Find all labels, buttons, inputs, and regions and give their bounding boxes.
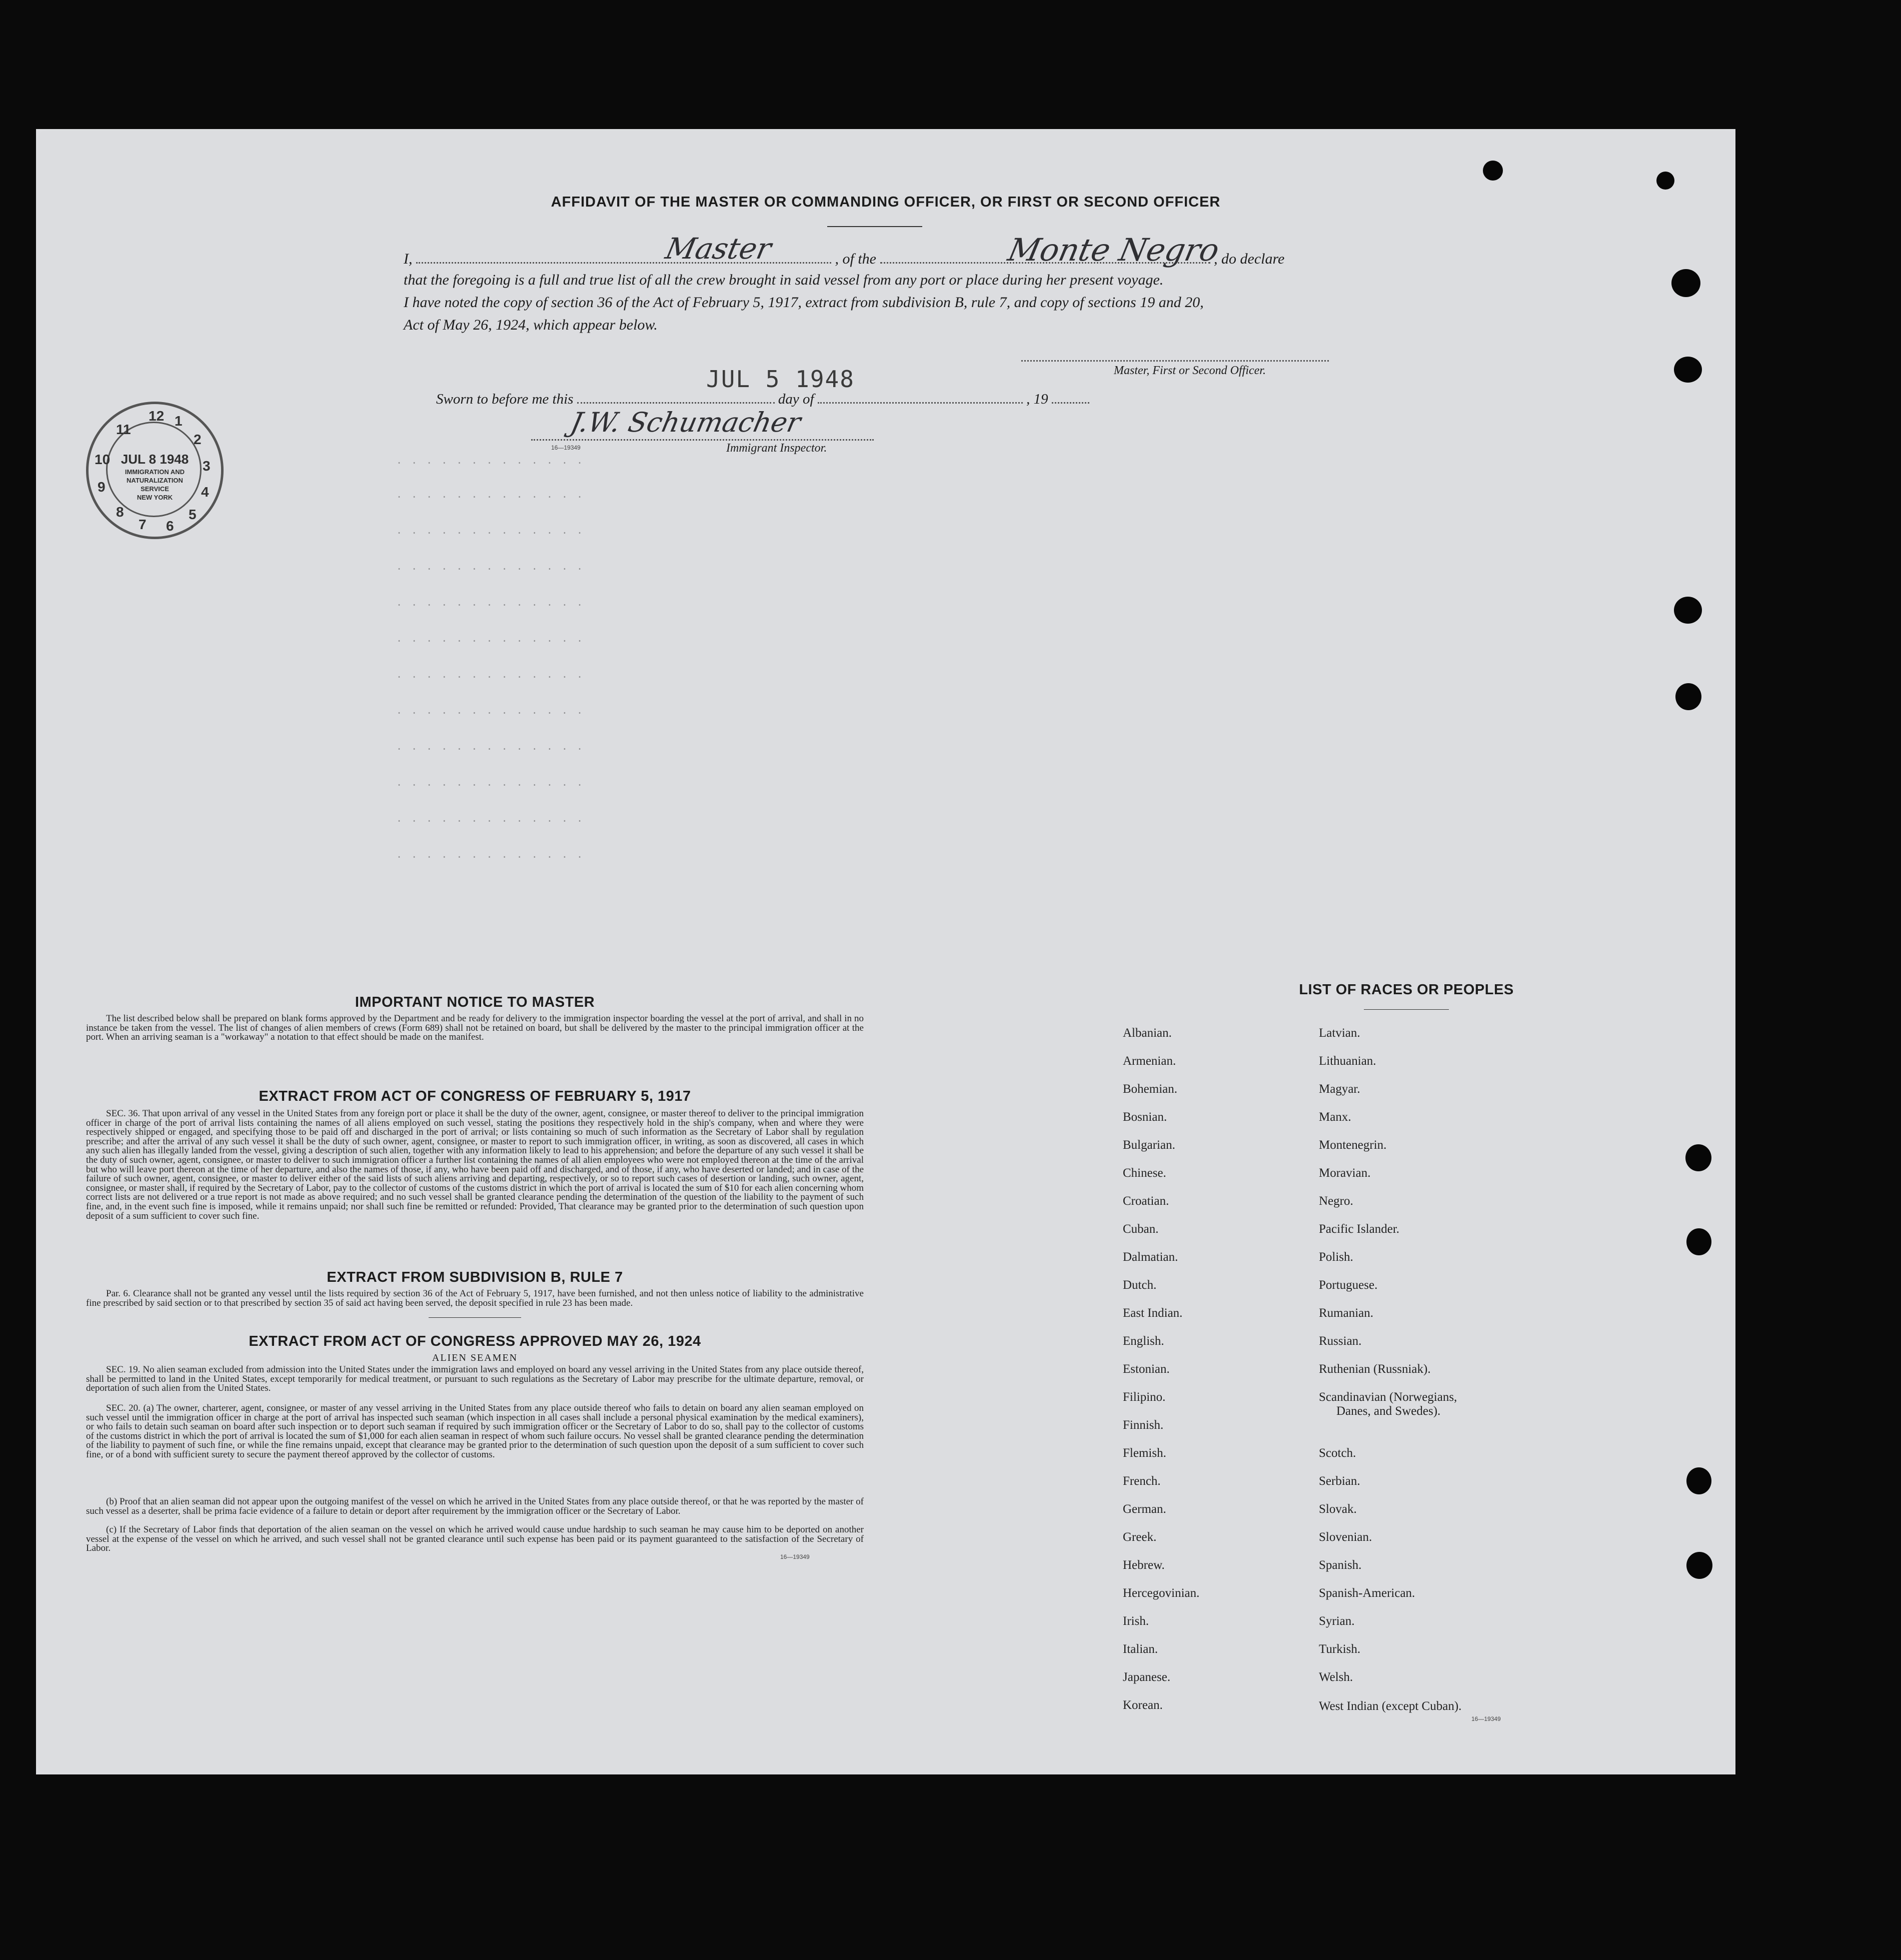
race-item: Croatian. bbox=[1123, 1194, 1169, 1208]
race-item: English. bbox=[1123, 1334, 1164, 1348]
seal-text: IMMIGRATION AND bbox=[125, 468, 185, 476]
race-item: Cuban. bbox=[1123, 1222, 1159, 1236]
seal-ring-number: 3 bbox=[203, 458, 211, 474]
sworn-year: , 19 bbox=[1026, 391, 1048, 407]
extract-1917-text: SEC. 36. That upon arrival of any vessel in the United States from any foreign port or place it shall be the duty of the owner, agent, consignee, or master thereof to deliver to the principal immigration officer in charge of the port of arrival lists containing the names of all aliens employed on such vessel, stating the positions they respectively hold in the ship's company, when and where they were respectively shipped or engaged, and specifying those to be paid off and discharged in the port of arrival; or lists containing so much of such information as the Secretary of Labor shall by regulation prescribe; and after the arrival of any such vessel it shall be the duty of such owner, agent, consignee, or master to report to such immigration officer, in writing, as soon as discovered, all cases in which any such alien has illegally landed from the vessel, giving a description of such alien, together with any information likely to lead to his apprehension; and before the departure of any such vessel it shall be the duty of such owner, agent, consignee, or master to deliver to such immigration officer a further list containing the names of all alien employees who were not employed thereon at the time of the arrival but who will leave port thereon at the time of her departure, and also the names of those, if any, who have been paid off and discharged, and of those, if any, who have deserted or landed; and in case of the failure of such owner, agent, consignee, or master to deliver either of the said lists of such aliens arriving and departing, respectively, or so to report such cases of desertion or landing, such owner, agent, consignee, or master shall, if required by the Secretary of Labor, pay to the collector of customs of the customs district in which the port of arrival is located the sum of $10 for each alien concerning whom correct lists are not delivered or a true report is not made as above required; and no such vessel shall be granted clearance pending the determination of the question of the liability to the payment of such fine, and, in the event such fine is imposed, while it remains unpaid; nor shall such fine be remitted or refunded: Provided, That clearance may be granted prior to the determination of such question upon deposit of a sum sufficient to cover such fine. bbox=[86, 1108, 864, 1221]
race-item: Serbian. bbox=[1319, 1474, 1360, 1488]
inspector-caption: Immigrant Inspector. bbox=[726, 442, 827, 455]
seal-ring-number: 4 bbox=[201, 484, 209, 500]
label-declare: , do declare bbox=[1214, 251, 1285, 267]
punch-hole bbox=[1685, 1144, 1711, 1171]
race-item: Lithuanian. bbox=[1319, 1054, 1376, 1068]
punch-hole bbox=[1483, 161, 1503, 181]
race-item: Manx. bbox=[1319, 1110, 1351, 1124]
inspection-seal bbox=[86, 402, 224, 539]
date-stamp: JUL 5 1948 bbox=[706, 366, 855, 393]
race-item: Flemish. bbox=[1123, 1446, 1166, 1460]
sworn-prefix: Sworn to before me this bbox=[436, 391, 574, 407]
extract-1917-heading: EXTRACT FROM ACT OF CONGRESS OF FEBRUARY 5, 1917 bbox=[259, 1088, 691, 1104]
races-heading: LIST OF RACES OR PEOPLES bbox=[1299, 982, 1514, 998]
race-item: Montenegrin. bbox=[1319, 1138, 1387, 1152]
label-of-the: , of the bbox=[835, 251, 876, 267]
race-item: Portuguese. bbox=[1319, 1278, 1378, 1292]
seal-ring-number: 12 bbox=[149, 408, 165, 424]
seal-ring-number: 10 bbox=[95, 452, 111, 467]
race-item: Japanese. bbox=[1123, 1670, 1171, 1684]
extract-1924-sec20a: SEC. 20. (a) The owner, charterer, agent, consignee, or master of any vessel arriving in the United States from any place outside thereof who fails to detain on board any alien seaman employed on such vessel until the immigration officer in charge at the port of arrival has inspected such seaman (which inspection in all cases shall include a personal physical examination by the medical examiners), or who fails to detain such seaman on board after such inspection or to deport such seaman if required by such immigration officer or the Secretary of Labor to do so, shall pay to the collector of customs of the customs district in which the port of arrival is located the sum of $1,000 for each alien seaman in respect of whom such failure occurs. No vessel shall be granted clearance pending the determination of the liability to payment of such fine, or while the fine remains unpaid, except that clearance may be granted prior to the determination of such question upon the deposit of a sum sufficient to cover such fine, or of a bond with sufficient surety to secure the payment thereof approved by the collector of customs. bbox=[86, 1403, 864, 1460]
race-item: Welsh. bbox=[1319, 1670, 1353, 1684]
seal-ring-number: 2 bbox=[194, 432, 202, 447]
race-item: Greek. bbox=[1123, 1530, 1157, 1544]
race-item: Negro. bbox=[1319, 1194, 1353, 1208]
race-item: Syrian. bbox=[1319, 1614, 1355, 1628]
affidavit-title: AFFIDAVIT OF THE MASTER OR COMMANDING OFFICER, OR FIRST OR SECOND OFFICER bbox=[551, 194, 1221, 210]
notice-heading: IMPORTANT NOTICE TO MASTER bbox=[355, 994, 595, 1010]
race-item: Italian. bbox=[1123, 1642, 1158, 1656]
race-item: Scotch. bbox=[1319, 1446, 1356, 1460]
signature-caption: Master, First or Second Officer. bbox=[1114, 364, 1266, 377]
seal-ring-number: 8 bbox=[116, 504, 124, 520]
race-item: Bohemian. bbox=[1123, 1082, 1178, 1096]
race-item: Spanish. bbox=[1319, 1558, 1362, 1572]
seal-ring-number: 5 bbox=[189, 507, 197, 522]
inspector-line bbox=[531, 439, 874, 441]
punch-hole bbox=[1656, 172, 1674, 190]
punch-hole bbox=[1686, 1228, 1711, 1255]
race-item: Filipino. bbox=[1123, 1390, 1166, 1404]
race-item: French. bbox=[1123, 1474, 1161, 1488]
punch-hole bbox=[1674, 357, 1702, 383]
form-number: 16—19349 bbox=[1471, 1715, 1501, 1722]
race-item: Chinese. bbox=[1123, 1166, 1166, 1180]
race-item: Korean. bbox=[1123, 1698, 1163, 1712]
race-item: Spanish-American. bbox=[1319, 1586, 1415, 1600]
sworn-line bbox=[436, 390, 1089, 408]
punch-hole bbox=[1686, 1552, 1712, 1579]
sworn-day-of: day of bbox=[778, 391, 814, 407]
form-number: 16—19349 bbox=[551, 444, 581, 451]
inspector-signature: J.W. Schumacher bbox=[568, 407, 804, 438]
affidavit-body-line3: I have noted the copy of section 36 of the Act of February 5, 1917, extract from subdivision B, rule 7, and copy of sections 19 and 20, bbox=[404, 294, 1204, 311]
seal-text: SERVICE bbox=[141, 485, 169, 493]
seal-ring-number: 7 bbox=[139, 517, 147, 532]
extract-1924-sec20c: (c) If the Secretary of Labor finds that deportation of the alien seaman on the vessel on which he arrived would cause undue hardship to such seaman he may cause him to be deported on another vessel at the expense of the vessel on which he arrived, and such vessel shall not be granted clearance until such expense has been paid or its payment guaranteed to the satisfaction of the Secretary of Labor. bbox=[86, 1524, 864, 1554]
signature-line bbox=[1021, 360, 1329, 362]
seal-ring-number: 6 bbox=[166, 518, 174, 534]
race-item: Dalmatian. bbox=[1123, 1250, 1178, 1264]
affidavit-body-line2: that the foregoing is a full and true list of all the crew brought in said vessel from any port or place during her present voyage. bbox=[404, 272, 1164, 288]
race-item: Ruthenian (Russniak). bbox=[1319, 1362, 1431, 1376]
race-item: German. bbox=[1123, 1502, 1166, 1516]
race-item: Bulgarian. bbox=[1123, 1138, 1175, 1152]
extract-1924-sec19: SEC. 19. No alien seaman excluded from admission into the United States under the immigration laws and employed on board any vessel arriving in the United States from any place outside thereof, shall be permitted to land in the United States, except temporarily for medical treatment, or pursuant to such regulations as the Secretary of Labor may prescribe for the ultimate departure, removal, or deportation of such alien from the United States. bbox=[86, 1364, 864, 1394]
master-handwriting: Master bbox=[662, 232, 775, 266]
form-number: 16—19349 bbox=[780, 1553, 810, 1560]
race-item: Rumanian. bbox=[1319, 1306, 1374, 1320]
race-item: Albanian. bbox=[1123, 1026, 1172, 1040]
seal-text: NATURALIZATION bbox=[127, 477, 183, 484]
divider bbox=[429, 1317, 521, 1318]
affidavit-line1 bbox=[404, 249, 1384, 268]
race-item: Scandinavian (Norwegians, bbox=[1319, 1390, 1457, 1404]
punch-hole bbox=[1686, 1467, 1711, 1494]
race-item: Irish. bbox=[1123, 1614, 1149, 1628]
seal-ring-number: 11 bbox=[116, 422, 131, 437]
race-item: Finnish. bbox=[1123, 1418, 1164, 1432]
race-item: East Indian. bbox=[1123, 1306, 1183, 1320]
race-item: Russian. bbox=[1319, 1334, 1362, 1348]
vessel-handwriting: Monte Negro bbox=[1005, 232, 1223, 268]
race-item: Latvian. bbox=[1319, 1026, 1360, 1040]
seal-text: NEW YORK bbox=[137, 494, 173, 501]
seal-ring-number: 1 bbox=[175, 413, 183, 429]
race-item: Slovenian. bbox=[1319, 1530, 1372, 1544]
alien-seamen-heading: ALIEN SEAMEN bbox=[432, 1352, 518, 1363]
label-i: I, bbox=[404, 251, 413, 267]
divider bbox=[827, 226, 922, 227]
seal-date: JUL 8 1948 bbox=[121, 452, 189, 467]
race-item: Moravian. bbox=[1319, 1166, 1371, 1180]
race-item: Danes, and Swedes). bbox=[1336, 1404, 1441, 1418]
subdivision-b-text: Par. 6. Clearance shall not be granted any vessel until the lists required by section 36 of the Act of February 5, 1917, have been furnished, and not then unless notice of liability to the administrative fine prescribed by said section or to that prescribed by section 35 of said act having been served, the deposit specified in rule 23 has been made. bbox=[86, 1288, 864, 1308]
race-item: Slovak. bbox=[1319, 1502, 1357, 1516]
extract-1924-heading: EXTRACT FROM ACT OF CONGRESS APPROVED MAY 26, 1924 bbox=[249, 1333, 701, 1349]
seal-ring-number: 9 bbox=[98, 479, 106, 495]
notice-text: The list described below shall be prepared on blank forms approved by the Department and be ready for delivery to the immigration inspector boarding the vessel at the port of arrival, and shall in no instance be taken from the vessel. The list of changes of alien members of crews (Form 689) shall not be retained on board, but shall be delivered by the master to the principal immigration officer at the port. When an arriving seaman is a "workaway" a notation to that effect should be made on the manifest. bbox=[86, 1013, 864, 1043]
sworn-year-blank bbox=[1052, 390, 1089, 404]
race-item: Bosnian. bbox=[1123, 1110, 1167, 1124]
race-item: Turkish. bbox=[1319, 1642, 1361, 1656]
race-item: Polish. bbox=[1319, 1250, 1353, 1264]
extract-1924-sec20b: (b) Proof that an alien seaman did not appear upon the outgoing manifest of the vessel on which he arrived in the United States from any place outside thereof, or that he was reported by the master of such vessel as a deserter, shall be prima facie evidence of a failure to detain or deport after requirement by the immigration officer or the Secretary of Labor. bbox=[86, 1496, 864, 1516]
document-page: AFFIDAVIT OF THE MASTER OR COMMANDING OFFICER, OR FIRST OR SECOND OFFICER I, , of the , do declare Master Monte Negro that the foregoing is a full and true list of all the crew brought in said vessel from any port or place during her present voyage. I have noted the copy of section 36 of the Act of February 5, 1917, extract from subdivision B, rule 7, and copy of sections 19 and 20, Act of May 26, 1924, which appear below. Master, First or Second Officer. Sworn to before me this day of , 19 JUL 5 1948 J.W. Schumacher 16—19349 Immigrant Inspector. 12 1 2 3 4 5 6 7 8 9 10 11 JUL 8 1948 IMMIGRATION AND NATURALIZATION SERVICE NEW YORK . . . . . . . . . . . . . . . . . . . . . . . . . . . . . . . . . . . . . . . . . . . . . . . . . . . . . . . . . . . . . . . . . . . . . . . . . . . . . . . . . . . . . . . . . . . . . . . . . . . . . . . . . . . . . . . . . . . . . . . . . . . . . . . . . . . . . . . . . . . . . . . . . . . . . . . . . . . . IMPORTANT NOTICE TO MASTER The list described below shall be prepared on blank forms approved by the Department and be ready for delivery to the immigration inspector boarding the vessel at the port of arrival, and shall in no instance be taken from the vessel. The list of changes of alien members of crews (Form 689) shall not be retained on board, but shall be delivered by the master to the principal immigration officer at the port. When an arriving seaman is a "workaway" a notation to that effect should be made on the manifest. EXTRACT FROM ACT OF CONGRESS OF FEBRUARY 5, 1917 SEC. 36. That upon arrival of any vessel in the United States from any foreign port or place it shall be the duty of the owner, agent, consignee, or master thereof to deliver to the principal immigration officer in charge of the port of arrival lists containing the names of all aliens employed on such vessel, stating the positions they respectively hold in the ship's company, when and where they were respectively shipped or engaged, and specifying those to be paid off and discharged in the port of arrival; or lists containing so much of such information as the Secretary of Labor shall by regulation prescribe; and after the arrival of any such vessel it shall be the duty of such owner, agent, consignee, or master to report to such immigration officer, in writing, as soon as discovered, all cases in which any such alien has illegally landed from the vessel, giving a description of such alien, together with any information likely to lead to his apprehension; and before the departure of any such vessel it shall be the duty of such owner, agent, consignee, or master to deliver to such immigration officer a further list containing the names of all alien employees who were not employed thereon at the time of the arrival but who will leave port thereon at the time of her departure, and also the names of those, if any, who have been paid off and discharged, and of those, if any, who have deserted or landed; and in case of the failure of such owner, agent, consignee, or master to deliver either of the said lists of such aliens arriving and departing, respectively, or so to report such cases of desertion or landing, such owner, agent, consignee, or master shall, if required by the Secretary of Labor, pay to the collector of customs of the customs district in which the port of arrival is located the sum of $10 for each alien concerning whom correct lists are not delivered or a true report is not made as above required; and no such vessel shall be granted clearance pending the determination of the question of the liability to the payment of such fine, and, in the event such fine is imposed, while it remains unpaid; nor shall such fine be remitted or refunded: Provided, That clearance may be granted prior to the determination of such question upon deposit of a sum sufficient to cover such fine. EXTRACT FROM SUBDIVISION B, RULE 7 Par. 6. Clearance shall not be granted any vessel until the lists required by section 36 of the Act of February 5, 1917, have been furnished, and not then unless notice of liability to the administrative fine prescribed by said section or to that prescribed by section 35 of said act having been served, the deposit specified in rule 23 has been made. EXTRACT FROM ACT OF CONGRESS APPROVED MAY 26, 1924 ALIEN SEAMEN SEC. 19. No alien seaman excluded from admission into the United States under the immigration laws and employed on board any vessel arriving in the United States from any place outside thereof, shall be permitted to land in the United States, except temporarily for medical treatment, or pursuant to such regulations as the Secretary of Labor may prescribe for the ultimate departure, removal, or deportation of such alien from the United States. SEC. 20. (a) The owner, charterer, agent, consignee, or master of any vessel arriving in the United States from any place outside thereof who fails to detain on board any alien seaman employed on such vessel until the immigration officer in charge at the port of arrival has inspected such seaman (which inspection in all cases shall include a personal physical examination by the medical examiners), or who fails to detain such seaman on board after such inspection or to deport such seaman if required by such immigration officer or the Secretary of Labor to do so, shall pay to the collector of customs of the customs district in which the port of arrival is located the sum of $1,000 for each alien seaman in respect of whom such failure occurs. No vessel shall be granted clearance pending the determination of the liability to payment of such fine, or while the fine remains unpaid, except that clearance may be granted prior to the determination of such question upon the deposit of a sum sufficient to cover such fine, or of a bond with sufficient surety to secure the payment thereof approved by the collector of customs. (b) Proof that an alien seaman did not appear upon the outgoing manifest of the vessel on which he arrived in the United States from any place outside thereof, or that he was reported by the master of such vessel as a deserter, shall be prima facie evidence of a failure to detain or deport after requirement by the immigration officer or the Secretary of Labor. (c) If the Secretary of Labor finds that deportation of the alien seaman on the vessel on which he arrived would cause undue hardship to such seaman he may cause him to be deported on another vessel at the expense of the vessel on which he arrived, and such vessel shall not be granted clearance until such expense has been paid or its payment guaranteed to the satisfaction of the Secretary of Labor. 16—19349 LIST OF RACES OR PEOPLES Albanian. Armenian. Bohemian. Bosnian. Bulgarian. Chinese. Croatian. Cuban. Dalmatian. Dutch. East Indian. English. Estonian. Filipino. Finnish. Flemish. French. German. Greek. Hebrew. Hercegovinian. Irish. Italian. Japanese. Korean. Latvian. Lithuanian. Magyar. Manx. Montenegrin. Moravian. Negro. Pacific Islander. Polish. Portuguese. Rumanian. Russian. Ruthenian (Russniak). Scandinavian (Norwegians, Danes, and Swedes). Scotch. Serbian. Slovak. Slovenian. Spanish. Spanish-American. Syrian. Turkish. Welsh. West Indian (except Cuban). 16—19349 bbox=[36, 129, 1735, 1774]
race-item: Estonian. bbox=[1123, 1362, 1170, 1376]
race-item: West Indian (except Cuban). bbox=[1319, 1699, 1462, 1713]
race-item: Armenian. bbox=[1123, 1054, 1176, 1068]
race-item: Magyar. bbox=[1319, 1082, 1360, 1096]
divider bbox=[1364, 1009, 1449, 1010]
affidavit-body-line4: Act of May 26, 1924, which appear below. bbox=[404, 317, 658, 333]
race-item: Pacific Islander. bbox=[1319, 1222, 1400, 1236]
race-item: Dutch. bbox=[1123, 1278, 1157, 1292]
punch-hole bbox=[1671, 269, 1700, 297]
race-item: Hercegovinian. bbox=[1123, 1586, 1200, 1600]
race-item: Hebrew. bbox=[1123, 1558, 1165, 1572]
subdivision-b-heading: EXTRACT FROM SUBDIVISION B, RULE 7 bbox=[327, 1269, 623, 1285]
